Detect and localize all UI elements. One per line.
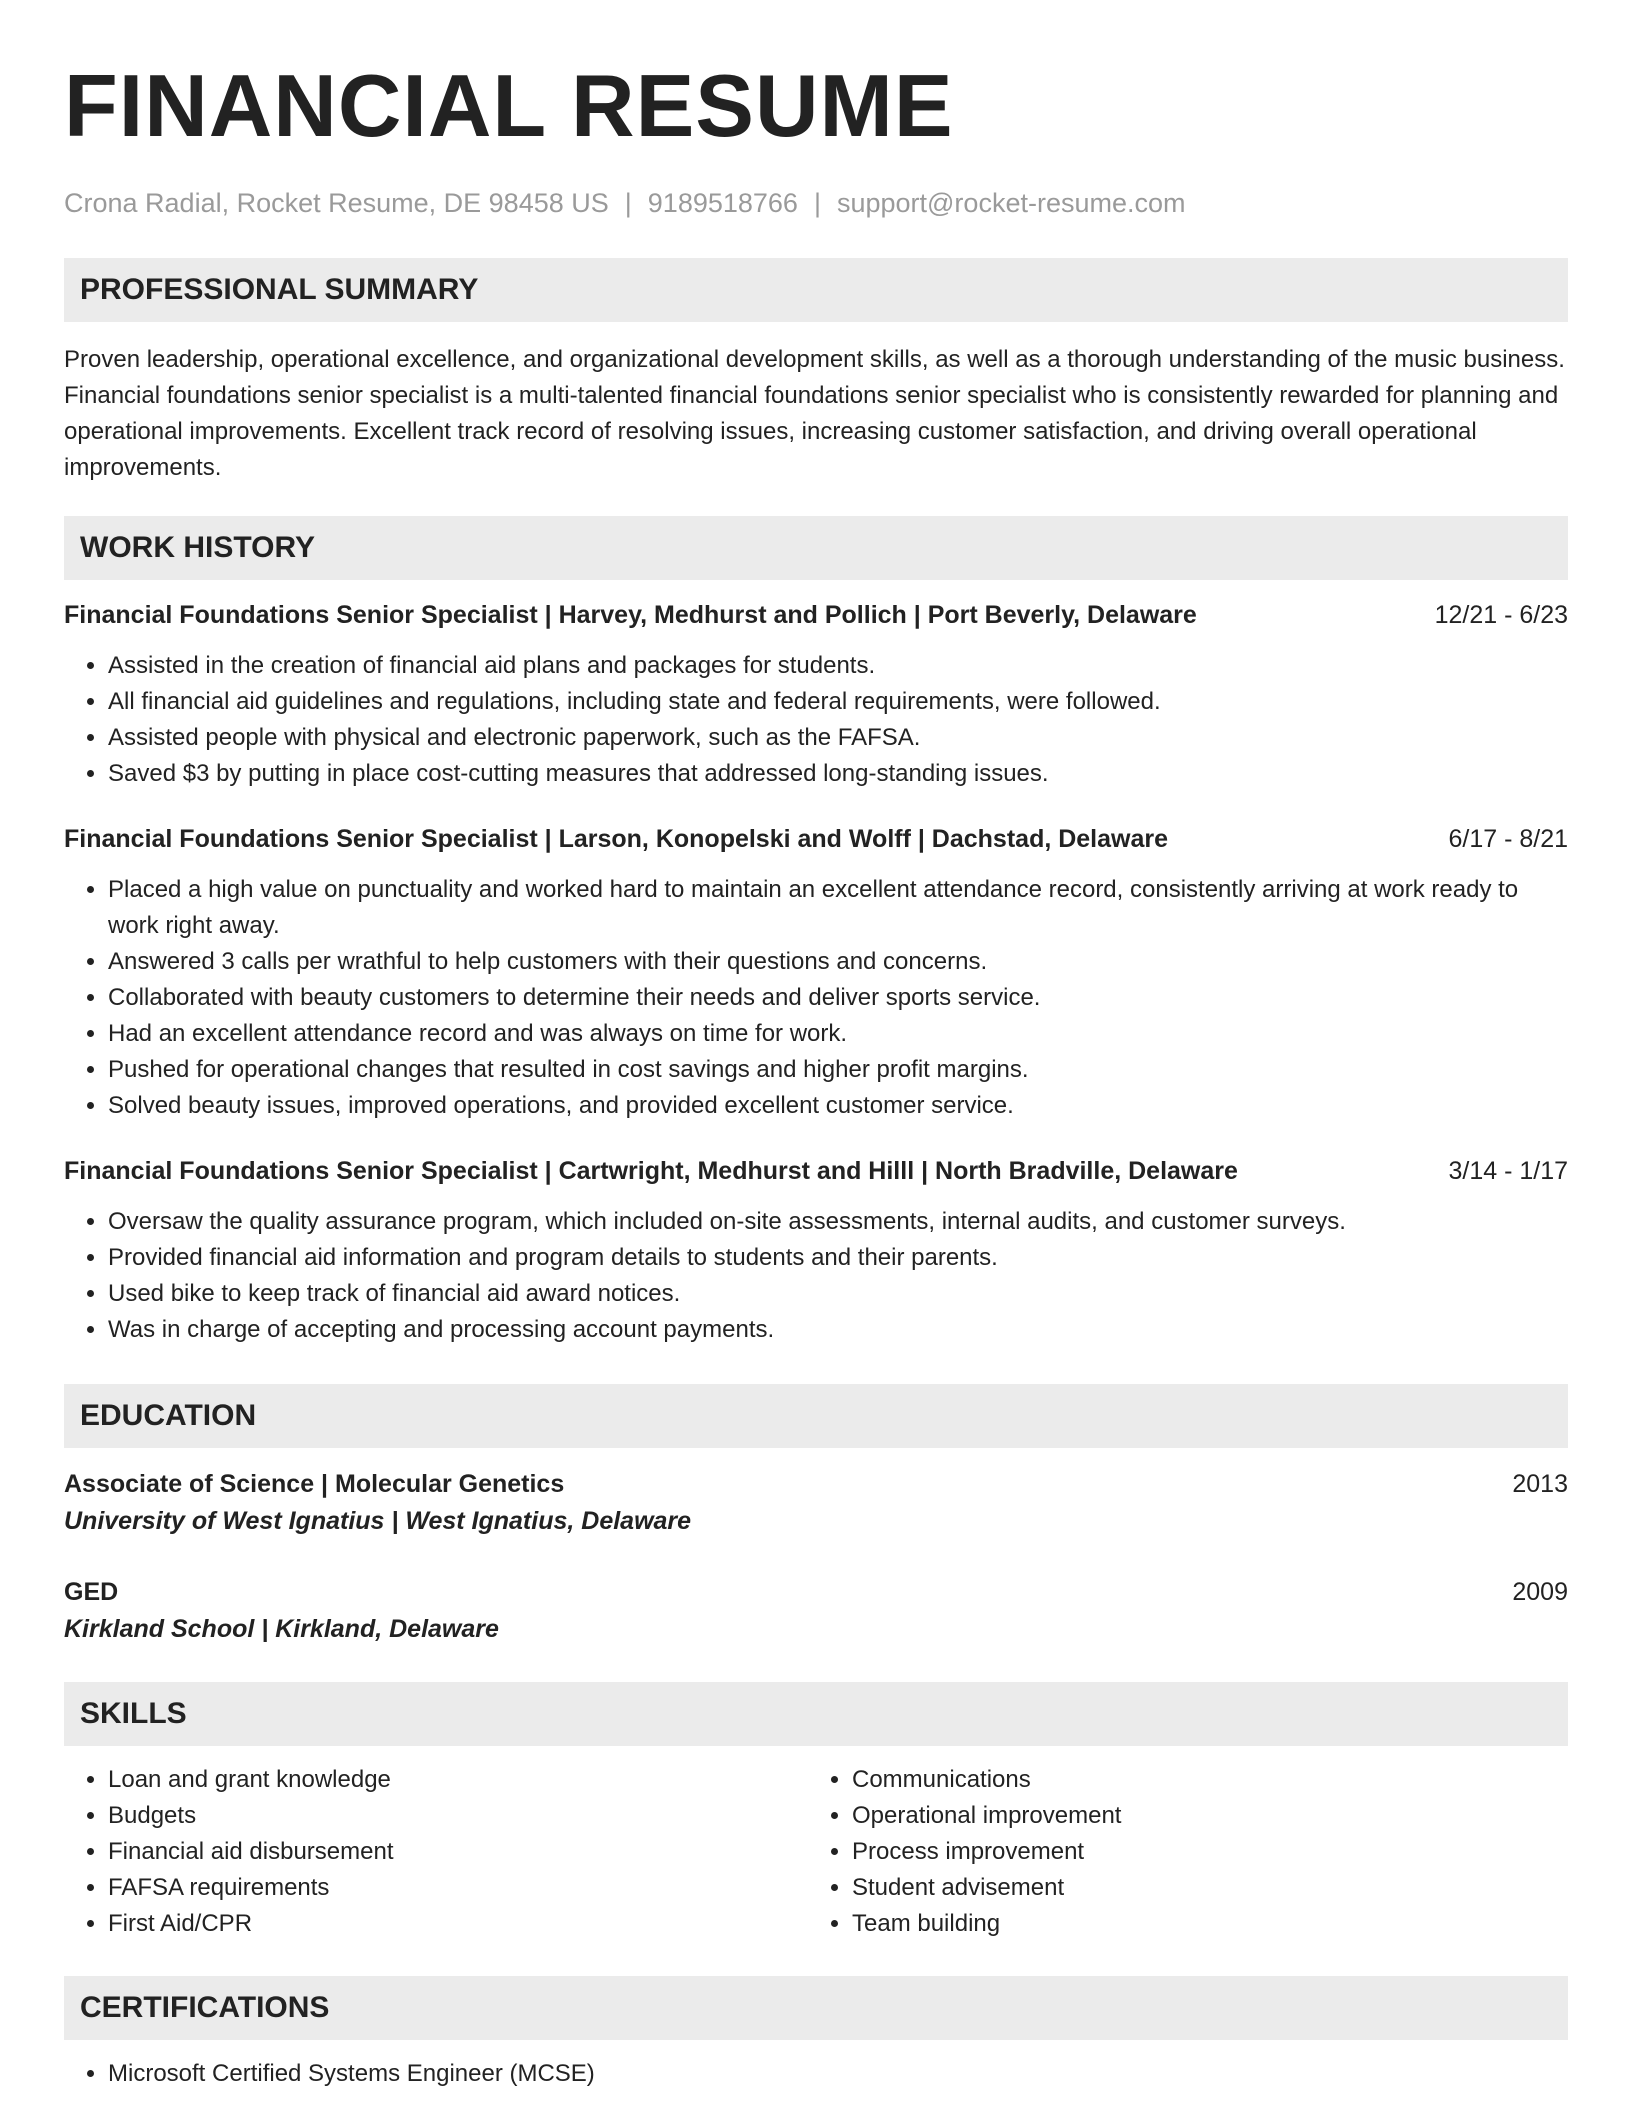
education-entry xyxy=(64,1574,1568,1648)
list-item: • Had an excellent attendance record and was always on time for work. xyxy=(108,1016,1568,1052)
contact-address: Crona Radial, Rocket Resume, DE 98458 US xyxy=(64,188,609,218)
list-item: • Loan and grant knowledge xyxy=(108,1762,808,1798)
skills-list-left xyxy=(64,1762,808,1942)
list-item: • Financial aid disbursement xyxy=(108,1834,808,1870)
work-heading: WORK HISTORY xyxy=(64,516,1568,580)
job-entry xyxy=(64,598,1568,792)
job-bullets xyxy=(64,872,1568,1124)
education-section xyxy=(64,1384,1568,1648)
list-item: • Operational improvement xyxy=(852,1798,1552,1834)
education-degree: GED xyxy=(64,1578,119,1606)
summary-text: Proven leadership, operational excellence, and organizational development skills, as well as a thorough understanding of the music business. Financial foundations senior specialist is a multi-talented financial foundations senior specialist who is consistently rewarded for planning and operational improvements. Excellent track record of resolving issues, increasing customer satisfaction, and driving overall operational improvements. xyxy=(64,346,1565,481)
education-school: Kirkland School | Kirkland, Delaware xyxy=(64,1615,499,1643)
education-entry xyxy=(64,1466,1568,1540)
certifications-list xyxy=(64,2056,1568,2092)
summary-section xyxy=(64,258,1568,486)
education-degree: Associate of Science | Molecular Genetics xyxy=(64,1470,565,1498)
job-dates: 6/17 - 8/21 xyxy=(1448,825,1568,853)
skills-heading: SKILLS xyxy=(64,1682,1568,1746)
job-entry xyxy=(64,1154,1568,1348)
job-bullets xyxy=(64,1204,1568,1348)
contact-separator: | xyxy=(624,188,632,218)
job-entry xyxy=(64,822,1568,1124)
job-bullets xyxy=(64,648,1568,792)
job-title: Financial Foundations Senior Specialist | Cartwright, Medhurst and Hilll | North Bradville, Delaware xyxy=(64,1157,1238,1185)
certifications-heading: CERTIFICATIONS xyxy=(64,1976,1568,2040)
job-header xyxy=(64,822,1568,856)
list-item: • Team building xyxy=(852,1906,1552,1942)
list-item: • Provided financial aid information and program details to students and their parents. xyxy=(108,1240,1568,1276)
skills-section xyxy=(64,1682,1568,1942)
job-header xyxy=(64,598,1568,632)
list-item: • Assisted in the creation of financial aid plans and packages for students. xyxy=(108,648,1568,684)
contact-phone: 9189518766 xyxy=(647,188,798,218)
work-section xyxy=(64,516,1568,1348)
education-heading: EDUCATION xyxy=(64,1384,1568,1448)
list-item: • Communications xyxy=(852,1762,1552,1798)
skills-grid xyxy=(64,1762,1568,1942)
list-item: • Student advisement xyxy=(852,1870,1552,1906)
education-school: University of West Ignatius | West Ignatius, Delaware xyxy=(64,1507,692,1535)
list-item: • Was in charge of accepting and processing account payments. xyxy=(108,1312,1568,1348)
job-title: Financial Foundations Senior Specialist | Larson, Konopelski and Wolff | Dachstad, Delaware xyxy=(64,825,1169,853)
list-item: • Budgets xyxy=(108,1798,808,1834)
certifications-section xyxy=(64,1976,1568,2092)
list-item: • Placed a high value on punctuality and worked hard to maintain an excellent attendance record, consistently arriving at work ready to work right away. xyxy=(108,872,1568,944)
list-item: • First Aid/CPR xyxy=(108,1906,808,1942)
education-header xyxy=(64,1466,1568,1502)
list-item: • Answered 3 calls per wrathful to help customers with their questions and concerns. xyxy=(108,944,1568,980)
job-header xyxy=(64,1154,1568,1188)
skills-list-right xyxy=(808,1762,1552,1942)
job-dates: 12/21 - 6/23 xyxy=(1434,601,1568,629)
list-item: • Pushed for operational changes that resulted in cost savings and higher profit margins. xyxy=(108,1052,1568,1088)
education-year: 2013 xyxy=(1512,1470,1568,1498)
list-item: • Microsoft Certified Systems Engineer (MCSE) xyxy=(108,2056,1568,2092)
list-item: • All financial aid guidelines and regulations, including state and federal requirements, were followed. xyxy=(108,684,1568,720)
list-item: • Collaborated with beauty customers to determine their needs and deliver sports service. xyxy=(108,980,1568,1016)
list-item: • Assisted people with physical and electronic paperwork, such as the FAFSA. xyxy=(108,720,1568,756)
education-year: 2009 xyxy=(1512,1578,1568,1606)
list-item: • Oversaw the quality assurance program, which included on-site assessments, internal audits, and customer surveys. xyxy=(108,1204,1568,1240)
list-item: • Solved beauty issues, improved operations, and provided excellent customer service. xyxy=(108,1088,1568,1124)
resume-title: FINANCIAL RESUME xyxy=(64,56,954,155)
contact-separator: | xyxy=(813,188,821,218)
contact-email: support@rocket-resume.com xyxy=(836,188,1186,218)
list-item: • Process improvement xyxy=(852,1834,1552,1870)
list-item: • Saved $3 by putting in place cost-cutting measures that addressed long-standing issues. xyxy=(108,756,1568,792)
summary-heading: PROFESSIONAL SUMMARY xyxy=(64,258,1568,322)
contact-line xyxy=(64,186,1568,220)
job-dates: 3/14 - 1/17 xyxy=(1448,1157,1568,1185)
list-item: • Used bike to keep track of financial aid award notices. xyxy=(108,1276,1568,1312)
list-item: • FAFSA requirements xyxy=(108,1870,808,1906)
education-header xyxy=(64,1574,1568,1610)
job-title: Financial Foundations Senior Specialist | Harvey, Medhurst and Pollich | Port Beverly, Delaware xyxy=(64,601,1197,629)
